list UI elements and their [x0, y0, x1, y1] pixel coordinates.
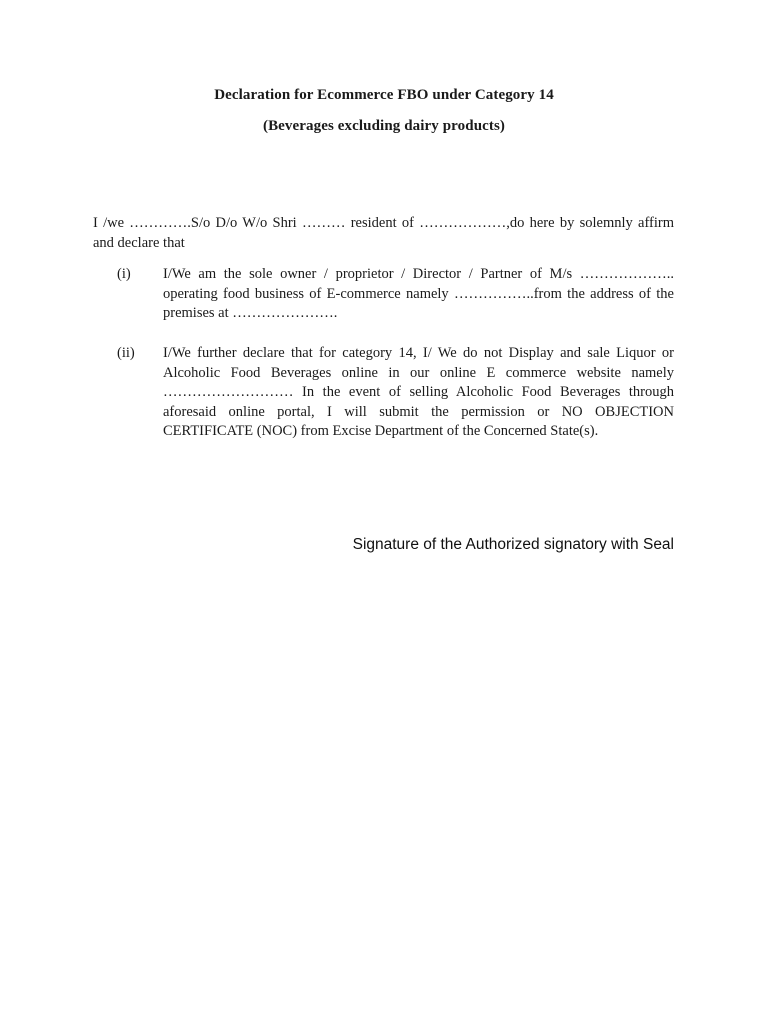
- document-subtitle: (Beverages excluding dairy products): [262, 118, 506, 134]
- clause-text: I/We further declare that for category 14, I/ We do not Display and sale Liquor or Alcoholic Food Beverages online in our online E commerce website namely ……………………… In the event of selling Alcoholic Food Beverages through aforesaid online portal, I will submit the permission or NO OBJECTION CERTIFICATE (NOC) from Excise Department of the Concerned State(s).: [163, 345, 674, 440]
- clause-item: [117, 265, 674, 324]
- document-title: Declaration for Ecommerce FBO under Category 14: [214, 87, 554, 103]
- signature-line: Signature of the Authorized signatory with Seal: [352, 536, 674, 553]
- clause-text: I/We am the sole owner / proprietor / Director / Partner of M/s ……………….. operating food business of E-commerce namely ……………..from the address of the premises at ………………….: [163, 266, 674, 322]
- clause-number: (ii): [117, 345, 135, 361]
- clause-item: [117, 344, 674, 442]
- declaration-intro: I /we ………….S/o D/o W/o Shri ……… resident of ………………,do here by solemnly affirm and declare that: [93, 215, 674, 251]
- clause-number: (i): [117, 266, 131, 282]
